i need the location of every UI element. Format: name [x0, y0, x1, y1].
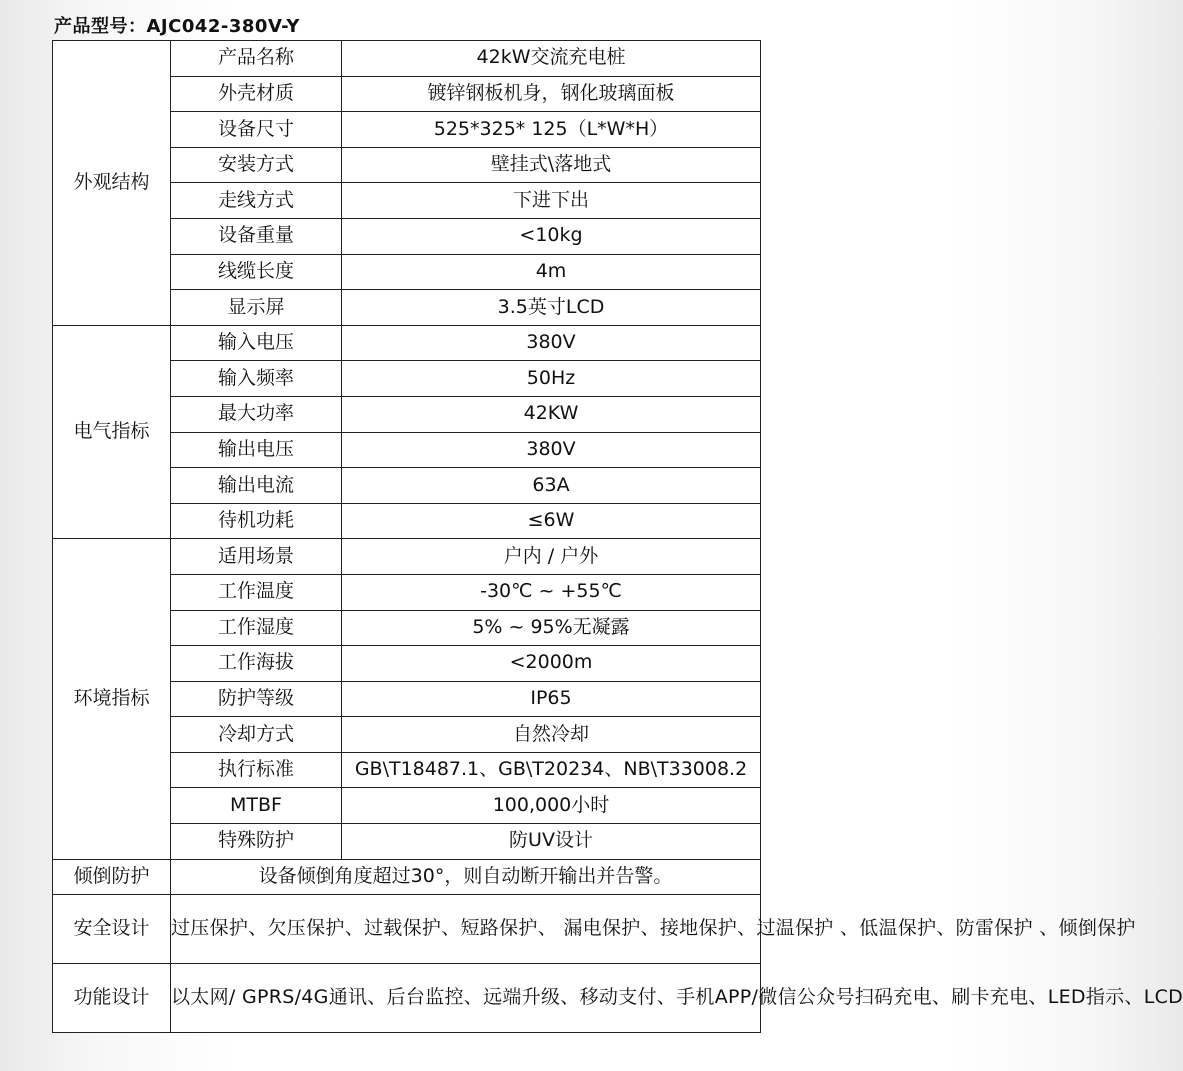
product-model-title: 产品型号：AJC042-380V-Y [54, 16, 300, 37]
spec-value: ≤6W [342, 503, 761, 539]
spec-value: 下进下出 [342, 183, 761, 219]
spec-key: 最大功率 [171, 396, 342, 432]
category-tilt-protection: 倾倒防护 [53, 859, 171, 895]
spec-key: 工作海拔 [171, 646, 342, 682]
category-safety-design: 安全设计 [53, 895, 171, 964]
spec-key: 设备尺寸 [171, 112, 342, 148]
safety-design-value: 过压保护、欠压保护、过载保护、短路保护、 漏电保护、接地保护、过温保护 、低温保护、防雷保护 、倾倒保护 [171, 895, 761, 964]
spec-key: 待机功耗 [171, 503, 342, 539]
spec-key: 输出电压 [171, 432, 342, 468]
spec-value: 防UV设计 [342, 824, 761, 860]
spec-value: GB\T18487.1、GB\T20234、NB\T33008.2 [342, 752, 761, 788]
spec-value: 镀锌钢板机身，钢化玻璃面板 [342, 76, 761, 112]
table-row [53, 964, 761, 1033]
spec-key: 走线方式 [171, 183, 342, 219]
table-row [53, 859, 761, 895]
spec-value: 壁挂式\落地式 [342, 147, 761, 183]
table-row [53, 895, 761, 964]
spec-value: 5% ~ 95%无凝露 [342, 610, 761, 646]
table-row [53, 325, 761, 361]
spec-key: 产品名称 [171, 41, 342, 77]
spec-value: IP65 [342, 681, 761, 717]
spec-value: 63A [342, 468, 761, 504]
spec-value: <2000m [342, 646, 761, 682]
category-appearance: 外观结构 [53, 41, 171, 326]
spec-value: 户内 / 户外 [342, 539, 761, 575]
function-design-value: 以太网/ GPRS/4G通讯、后台监控、远端升级、移动支付、手机APP/微信公众号扫码充电、刷卡充电、LED指示、LCD [171, 964, 761, 1033]
table-row [53, 539, 761, 575]
spec-value: 380V [342, 432, 761, 468]
spec-key: 冷却方式 [171, 717, 342, 753]
spec-value: -30℃ ~ +55℃ [342, 574, 761, 610]
spec-key: 工作湿度 [171, 610, 342, 646]
spec-key: 外壳材质 [171, 76, 342, 112]
spec-key: 输入频率 [171, 361, 342, 397]
category-electrical: 电气指标 [53, 325, 171, 539]
spec-key: 防护等级 [171, 681, 342, 717]
spec-value: 3.5英寸LCD [342, 290, 761, 326]
spec-value: <10kg [342, 218, 761, 254]
spec-value: 100,000小时 [342, 788, 761, 824]
spec-table [52, 40, 1183, 1033]
spec-value: 50Hz [342, 361, 761, 397]
spec-value: 380V [342, 325, 761, 361]
spec-key: 安装方式 [171, 147, 342, 183]
spec-key: 输出电流 [171, 468, 342, 504]
spec-value: 自然冷却 [342, 717, 761, 753]
spec-key: MTBF [171, 788, 342, 824]
spec-value: 42KW [342, 396, 761, 432]
spec-key: 设备重量 [171, 218, 342, 254]
spec-key: 输入电压 [171, 325, 342, 361]
spec-key: 线缆长度 [171, 254, 342, 290]
tilt-protection-value: 设备倾倒角度超过30°，则自动断开输出并告警。 [171, 859, 761, 895]
spec-value: 42kW交流充电桩 [342, 41, 761, 77]
spec-key: 工作温度 [171, 574, 342, 610]
spec-key: 特殊防护 [171, 824, 342, 860]
spec-value: 525*325* 125（L*W*H） [342, 112, 761, 148]
table-row [53, 41, 761, 77]
category-environment: 环境指标 [53, 539, 171, 859]
spec-key: 显示屏 [171, 290, 342, 326]
spec-key: 适用场景 [171, 539, 342, 575]
spec-key: 执行标准 [171, 752, 342, 788]
spec-value: 4m [342, 254, 761, 290]
category-function-design: 功能设计 [53, 964, 171, 1033]
